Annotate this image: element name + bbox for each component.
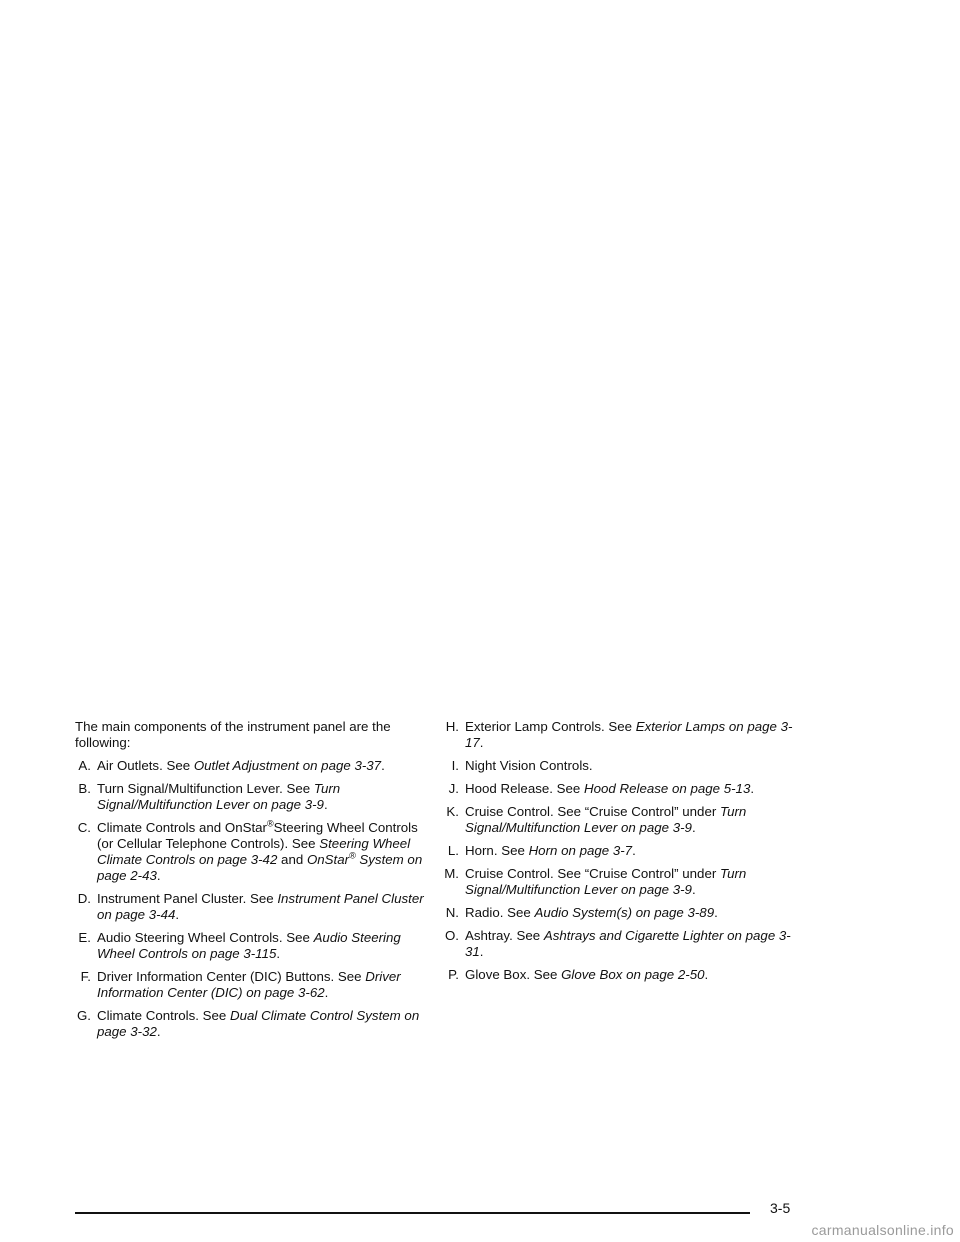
item-letter: C. (77, 820, 91, 835)
item-letter: P. (448, 967, 459, 982)
page-number: 3-5 (770, 1200, 791, 1216)
item-text: Hood Release. See (465, 781, 585, 796)
item-text: Driver Information Center (DIC) Buttons. See (97, 969, 366, 984)
item-punctuation: . (175, 907, 180, 922)
page-reference: Audio Steering Wheel Controls on page 3-115 (97, 930, 401, 961)
left-column (75, 719, 427, 1047)
item-text: Turn Signal/Multifunction Lever. See (97, 781, 314, 796)
page-reference: Exterior Lamps on page 3-17 (465, 719, 793, 750)
page-reference: Turn Signal/Multifunction Lever on page 3-9 (465, 804, 747, 835)
item-text: Ashtray. See (465, 928, 544, 943)
item-punctuation: . (691, 882, 696, 897)
item-letter: J. (448, 781, 459, 796)
item-letter: D. (77, 891, 91, 906)
item-letter: A. (78, 758, 91, 773)
item-letter: N. (445, 905, 459, 920)
item-letter: G. (76, 1008, 91, 1023)
item-text: Glove Box. See (465, 967, 562, 982)
list-item-g (75, 1008, 427, 1040)
page-reference: Instrument Panel Cluster on page 3-44 (97, 891, 424, 922)
item-text: Radio. See (465, 905, 535, 920)
page-reference: Audio System(s) on page 3-89 (534, 905, 715, 920)
item-letter: M. (444, 866, 459, 881)
item-punctuation: . (276, 946, 281, 961)
page-reference: Dual Climate Control System on page 3-32 (97, 1008, 420, 1039)
item-letter: B. (78, 781, 91, 796)
page-reference: Outlet Adjustment on page 3-37 (193, 758, 382, 773)
item-text: Climate Controls. See (97, 1008, 231, 1023)
item-text: Instrument Panel Cluster. See (97, 891, 278, 906)
item-letter: K. (446, 804, 459, 819)
page-reference-onstar: OnStar (306, 852, 350, 867)
item-punctuation: . (323, 797, 328, 812)
item-letter: F. (80, 969, 91, 984)
footer-rule (75, 1212, 750, 1214)
item-punctuation: . (156, 868, 161, 883)
intro-paragraph: The main components of the instrument panel are the following: (75, 719, 391, 750)
list-item-k (443, 804, 793, 836)
list-item-n (443, 905, 793, 921)
page-reference: Steering Wheel Climate Controls on page 3-42 (97, 836, 411, 867)
item-letter: E. (78, 930, 91, 945)
right-column (443, 719, 793, 990)
page-reference: Ashtrays and Cigarette Lighter on page 3-31 (465, 928, 791, 959)
list-item-c (75, 820, 427, 884)
item-text: Exterior Lamp Controls. See (465, 719, 636, 734)
item-punctuation: . (750, 781, 755, 796)
item-punctuation: . (156, 1024, 161, 1039)
item-text: Audio Steering Wheel Controls. See (97, 930, 314, 945)
registered-mark: ® (266, 818, 274, 829)
page-reference: Horn on page 3-7 (528, 843, 633, 858)
item-punctuation: . (704, 967, 709, 982)
item-punctuation: . (324, 985, 329, 1000)
item-letter: H. (445, 719, 459, 734)
list-item-l (443, 843, 793, 859)
list-item-e (75, 930, 427, 962)
item-text: Night Vision Controls. (465, 758, 593, 773)
watermark: carmanualsonline.info (811, 1222, 954, 1238)
list-item-m (443, 866, 793, 898)
item-conjunction: and (277, 852, 307, 867)
item-letter: O. (444, 928, 459, 943)
item-text: Horn. See (465, 843, 529, 858)
item-punctuation: . (691, 820, 696, 835)
item-text: Cruise Control. See “Cruise Control” under (465, 804, 720, 819)
item-text-continued: Steering Wheel Controls (or Cellular Telephone Controls). See (97, 820, 418, 851)
item-letter: I. (451, 758, 459, 773)
item-letter: L. (447, 843, 459, 858)
list-item-d (75, 891, 427, 923)
registered-mark: ® (349, 850, 356, 861)
item-text: Climate Controls and OnStar (97, 820, 267, 835)
item-punctuation: . (479, 944, 484, 959)
item-text: Cruise Control. See “Cruise Control” under (465, 866, 720, 881)
page-reference: Glove Box on page 2-50 (561, 967, 705, 982)
page-reference-onstar-page: System on page 2-43 (97, 852, 423, 883)
page-reference: Hood Release on page 5-13 (584, 781, 751, 796)
list-item-h (443, 719, 793, 751)
item-punctuation: . (714, 905, 718, 920)
page-reference: Driver Information Center (DIC) on page 3-62 (97, 969, 401, 1000)
page-reference: Turn Signal/Multifunction Lever on page 3-9 (465, 866, 747, 897)
item-text: Air Outlets. See (97, 758, 194, 773)
list-item-a (75, 758, 427, 774)
list-item-i (443, 758, 793, 774)
item-punctuation: . (381, 758, 385, 773)
list-item-o (443, 928, 793, 960)
list-item-p (443, 967, 793, 983)
list-item-b (75, 781, 427, 813)
item-punctuation: . (632, 843, 636, 858)
page-reference: Turn Signal/Multifunction Lever on page 3-9 (97, 781, 341, 812)
list-item-j (443, 781, 793, 797)
list-item-f (75, 969, 427, 1001)
item-punctuation: . (479, 735, 484, 750)
